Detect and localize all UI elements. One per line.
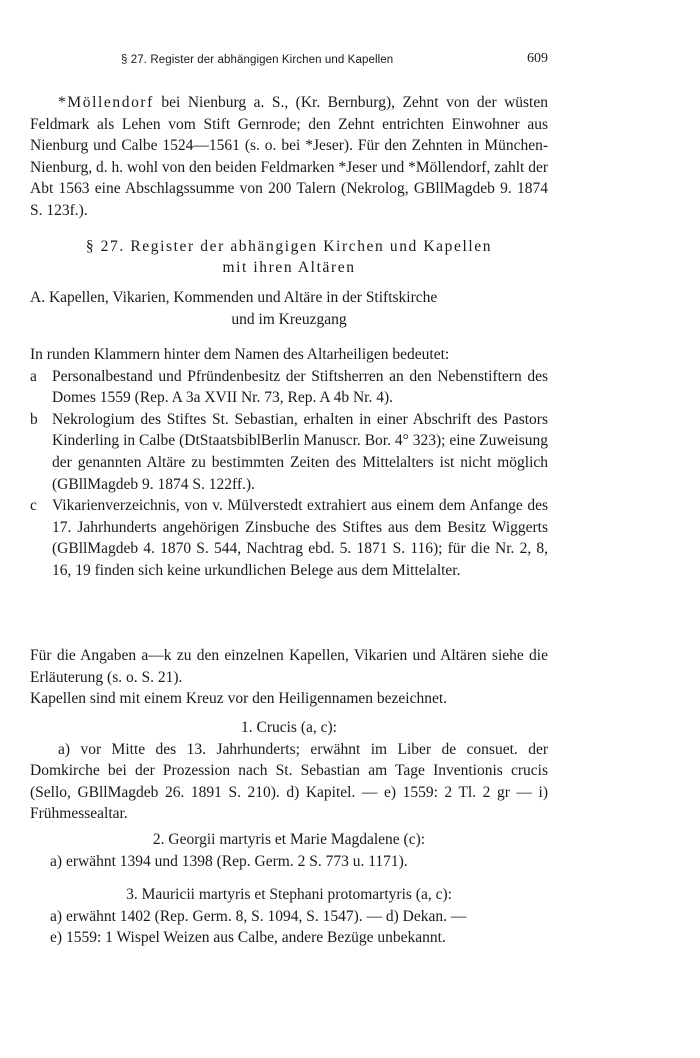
entry-line xyxy=(30,927,548,949)
legend-marker: b xyxy=(30,410,38,428)
entry-label: a) xyxy=(49,852,62,870)
legend xyxy=(30,344,548,582)
note-paragraph: Kapellen sind mit einem Kreuz vor den Heiligennamen bezeichnet. xyxy=(30,690,448,708)
section-heading xyxy=(30,236,548,278)
entry-label: e) xyxy=(49,929,62,947)
intro-text: bei Nienburg a. S., (Kr. Bernburg), Zehnt von der wüsten Feldmark als Lehen vom Stift Gernrode; den Zehnt entrichten Einwohner aus Nienburg und Calbe 1524—1561 (s. o. bei *Jeser). Für den Zehnten in München-Nienburg, d. h. wohl von den beiden Feldmarken *Jeser und *Möllendorf, zahlt der Abt 1563 eine Abschlagssumme von 200 Talern (Nekrolog, GBllMagdeb 9. 1874 S. 123f.). xyxy=(30,94,548,219)
entry-line xyxy=(30,906,548,928)
legend-text: Nekrologium des Stiftes St. Sebastian, erhalten in einer Abschrift des Pastors Kinderling in Calbe (DtStaatsbiblBerlin Manuscr. Bor. 4° 323); eine Zuweisung der genannten Altäre zu bestimmten Zeiten des Mittelalters ist nicht möglich (GBllMagdeb 9. 1874 S. 122ff.). xyxy=(52,410,548,493)
entry-1 xyxy=(30,717,548,825)
entry-title: 1. Crucis (a, c): xyxy=(241,719,337,736)
entry-text: a) vor Mitte des 13. Jahrhunderts; erwähnt im Liber de consuet. der Domkirche bei der Prozession nach St. Sebastian am Tage Inventionis crucis (Sello, GBllMagdeb 26. 1891 S. 210). d) Kapitel. — e) 1559: 2 Tl. 2 gr — i) Frühmessealtar. xyxy=(30,740,548,823)
page-number: 609 xyxy=(527,51,548,66)
entry-3 xyxy=(30,884,548,949)
legend-item-b xyxy=(30,409,548,495)
entry-title: 2. Georgii martyris et Marie Magdalene (c): xyxy=(152,831,426,848)
legend-item-c xyxy=(30,495,548,581)
entry-text: 1559: 1 Wispel Weizen aus Calbe, andere Bezüge unbekannt. xyxy=(66,929,446,947)
subsection-heading xyxy=(30,287,548,330)
note-paragraph: Für die Angaben a—k zu den einzelnen Kapellen, Vikarien und Altären siehe die Erläuterung (s. o. S. 21). xyxy=(30,647,548,686)
section-heading-line2: mit ihren Altären xyxy=(222,259,356,276)
legend-text: Vikarienverzeichnis, von v. Mülverstedt extrahiert aus einem dem Anfange des 17. Jahrhunderts angehörigen Zinsbuche des Stiftes aus dem Besitz Wiggerts (GBllMagdeb 4. 1870 S. 544, Nachtrag ebd. 5. 1871 S. 116); für die Nr. 2, 8, 16, 19 finden sich keine urkundlichen Belege aus dem Mittelalter. xyxy=(52,497,548,579)
place-name: *Möllendorf xyxy=(58,94,154,111)
subsection-heading-line2: und im Kreuzgang xyxy=(231,310,347,328)
legend-item-a xyxy=(30,366,548,409)
entry-line xyxy=(30,851,548,873)
entry-2 xyxy=(30,829,548,872)
subsection-heading-line1: A. Kapellen, Vikarien, Kommenden und Altäre in der Stiftskirche xyxy=(30,289,438,306)
entry-text: erwähnt 1394 und 1398 (Rep. Germ. 2 S. 773 u. 1171). xyxy=(66,852,408,870)
legend-marker: a xyxy=(30,367,37,385)
entry-label: a) xyxy=(49,907,62,925)
legend-text: Personalbestand und Pfründenbesitz der Stiftsherren an den Nebenstiftern des Domes 1559 (Rep. A 3a XVII Nr. 73, Rep. A 4b Nr. 4). xyxy=(52,367,548,407)
intro-paragraph xyxy=(30,92,548,222)
running-title: § 27. Register der abhängigen Kirchen und Kapellen xyxy=(121,54,394,66)
entry-title: 3. Mauricii martyris et Stephani protomartyris (a, c): xyxy=(126,886,452,903)
legend-intro: In runden Klammern hinter dem Namen des Altarheiligen bedeutet: xyxy=(30,346,450,363)
section-heading-line1: § 27. Register der abhängigen Kirchen und Kapellen xyxy=(85,238,493,255)
entry-text: erwähnt 1402 (Rep. Germ. 8, S. 1094, S. 1547). — d) Dekan. — xyxy=(66,907,467,925)
legend-marker: c xyxy=(30,497,37,515)
notes xyxy=(30,645,548,710)
